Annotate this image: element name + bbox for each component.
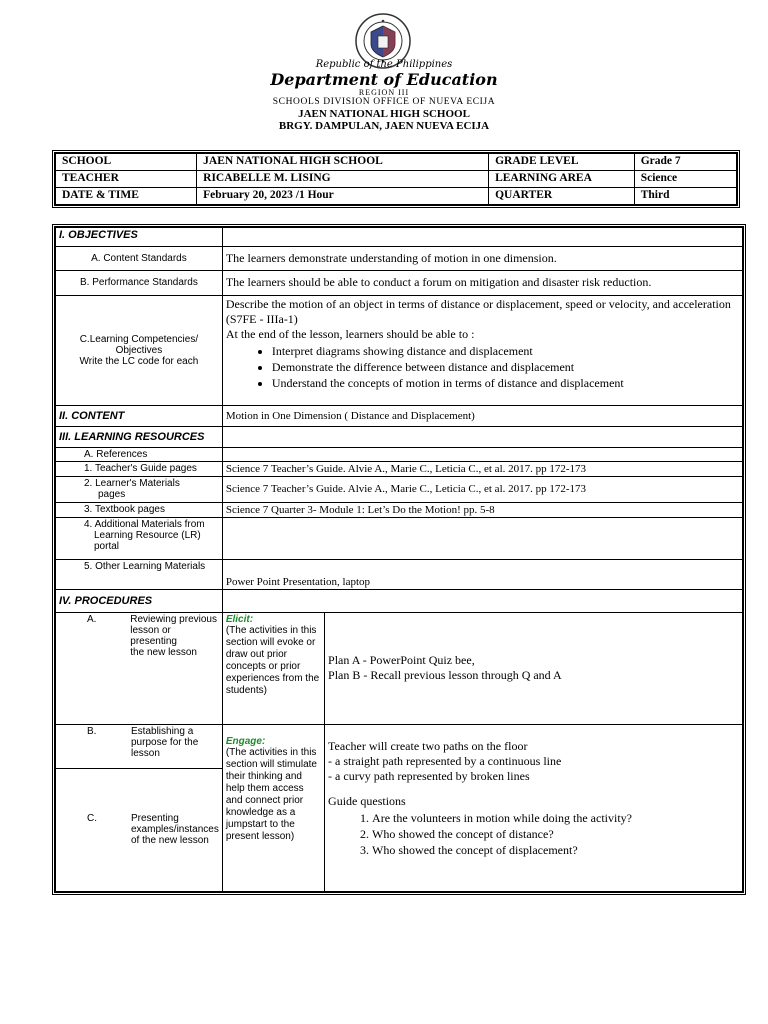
lc-intro: At the end of the lesson, learners should be able to : xyxy=(225,326,475,341)
procedure-b-row xyxy=(55,724,743,768)
content-row xyxy=(55,405,743,426)
guide-questions xyxy=(328,810,739,859)
school-address: BRGY. DAMPULAN, JAEN NUEVA ECIJA xyxy=(278,120,490,132)
area-value: Science xyxy=(634,171,737,188)
textbook-label: 3. Textbook pages xyxy=(55,502,222,517)
performance-standards-row xyxy=(55,270,743,295)
learners-materials-row xyxy=(55,476,743,502)
procedure-c-label: C. Presenting examples/instances of the new lesson xyxy=(55,768,222,892)
list-item: 1. Are the volunteers in motion while doing the activity? xyxy=(372,810,739,826)
content-value: Motion in One Dimension ( Distance and Displacement) xyxy=(222,405,743,426)
plan-a: Plan A - PowerPoint Quiz bee, xyxy=(328,653,475,667)
school-label: SCHOOL xyxy=(55,153,197,171)
list-item: 2. Who showed the concept of distance? xyxy=(372,826,739,842)
republic-line: Republic of the Philippines xyxy=(315,59,453,70)
procedure-a-content xyxy=(325,612,743,724)
info-table xyxy=(54,152,738,206)
other-materials-row xyxy=(55,559,743,589)
resources-row xyxy=(55,426,743,447)
grade-label: GRADE LEVEL xyxy=(489,153,635,171)
date-label: DATE & TIME xyxy=(55,188,197,206)
content-title: II. CONTENT xyxy=(55,405,222,426)
path-2: - a curvy path represented by broken lines xyxy=(328,768,530,783)
procedures-row xyxy=(55,589,743,612)
other-materials-value: Power Point Presentation, laptop xyxy=(222,559,743,589)
learning-competencies-label: C.Learning Competencies/ Objectives Write the LC code for each xyxy=(55,295,222,405)
engage-cell xyxy=(222,724,324,892)
list-item: • Interpret diagrams showing distance and displacement xyxy=(272,343,739,359)
division-line: SCHOOLS DIVISION OFFICE OF NUEVA ECIJA xyxy=(272,97,496,107)
engage-label: Engage: xyxy=(225,735,266,747)
procedure-bc-content xyxy=(325,724,743,892)
performance-standards-value: The learners should be able to conduct a forum on mitigation and disaster risk reduction. xyxy=(222,270,743,295)
date-value: February 20, 2023 /1 Hour xyxy=(197,188,489,206)
learners-materials-value: Science 7 Teacher’s Guide. Alvie A., Marie C., Leticia C., et al. 2017. pp 172-173 xyxy=(222,476,743,502)
list-item: 3. Who showed the concept of displacement? xyxy=(372,842,739,858)
textbook-value: Science 7 Quarter 3- Module 1: Let’s Do the Motion! pp. 5-8 xyxy=(222,502,743,517)
elicit-note: (The activities in this section will evoke or draw out prior concepts or prior experiences from the students) xyxy=(225,624,320,696)
task-text: Teacher will create two paths on the floor xyxy=(328,738,528,753)
teacher-value: RICABELLE M. LISING xyxy=(197,171,489,188)
teachers-guide-row xyxy=(55,461,743,476)
procedures-title: IV. PROCEDURES xyxy=(55,589,222,612)
textbook-row xyxy=(55,502,743,517)
learners-materials-label: 2. Learner's Materials pages xyxy=(55,476,222,502)
lesson-plan-table xyxy=(54,226,744,893)
additional-materials-row xyxy=(55,517,743,559)
content-standards-label: A. Content Standards xyxy=(55,246,222,270)
guide-title: Guide questions xyxy=(328,793,406,808)
content-standards-value: The learners demonstrate understanding of motion in one dimension. xyxy=(222,246,743,270)
list-item: • Understand the concepts of motion in terms of distance and displacement xyxy=(272,375,739,391)
lc-list xyxy=(226,343,739,392)
school-name: JAEN NATIONAL HIGH SCHOOL xyxy=(298,108,470,120)
references-row xyxy=(55,447,743,461)
content-standards-row xyxy=(55,246,743,270)
learning-competencies-value xyxy=(222,295,743,405)
references-label: A. References xyxy=(55,447,222,461)
engage-note: (The activities in this section will stimulate their thinking and help them access and connect prior knowledge as a jumpstart to the present lesson) xyxy=(225,746,317,842)
procedure-b-label: B. Establishing a purpose for the lesson xyxy=(55,724,222,768)
grade-value: Grade 7 xyxy=(634,153,737,171)
procedure-a-row xyxy=(55,612,743,724)
additional-materials-label: 4. Additional Materials from Learning Resource (LR) portal xyxy=(55,517,222,559)
performance-standards-label: B. Performance Standards xyxy=(55,270,222,295)
teachers-guide-label: 1. Teacher's Guide pages xyxy=(55,461,222,476)
lc-text: Describe the motion of an object in terms of distance or displacement, speed or velocity, and acceleration (S7FE - IIIa-1) xyxy=(225,296,731,326)
info-row-school xyxy=(55,153,737,171)
learning-competencies-row xyxy=(55,295,743,405)
list-item: • Demonstrate the difference between distance and displacement xyxy=(272,359,739,375)
elicit-cell xyxy=(222,612,324,724)
other-materials-label: 5. Other Learning Materials xyxy=(55,559,222,589)
info-row-teacher xyxy=(55,171,737,188)
elicit-label: Elicit: xyxy=(225,613,254,625)
objectives-row xyxy=(55,227,743,246)
teacher-label: TEACHER xyxy=(55,171,197,188)
procedure-a-label: A. Reviewing previous lesson or presenting the new lesson xyxy=(55,612,222,724)
quarter-value: Third xyxy=(634,188,737,206)
region-line: REGION III xyxy=(358,88,410,97)
quarter-label: QUARTER xyxy=(489,188,635,206)
resources-title: III. LEARNING RESOURCES xyxy=(55,426,222,447)
teachers-guide-value: Science 7 Teacher’s Guide. Alvie A., Marie C., Leticia C., et al. 2017. pp 172-173 xyxy=(222,461,743,476)
path-1: - a straight path represented by a continuous line xyxy=(328,753,562,768)
area-label: LEARNING AREA xyxy=(489,171,635,188)
plan-b: Plan B - Recall previous lesson through Q and A xyxy=(328,668,562,682)
objectives-title: I. OBJECTIVES xyxy=(55,227,222,246)
info-row-date xyxy=(55,188,737,206)
department-title: Department of Education xyxy=(270,70,498,89)
school-value: JAEN NATIONAL HIGH SCHOOL xyxy=(197,153,489,171)
